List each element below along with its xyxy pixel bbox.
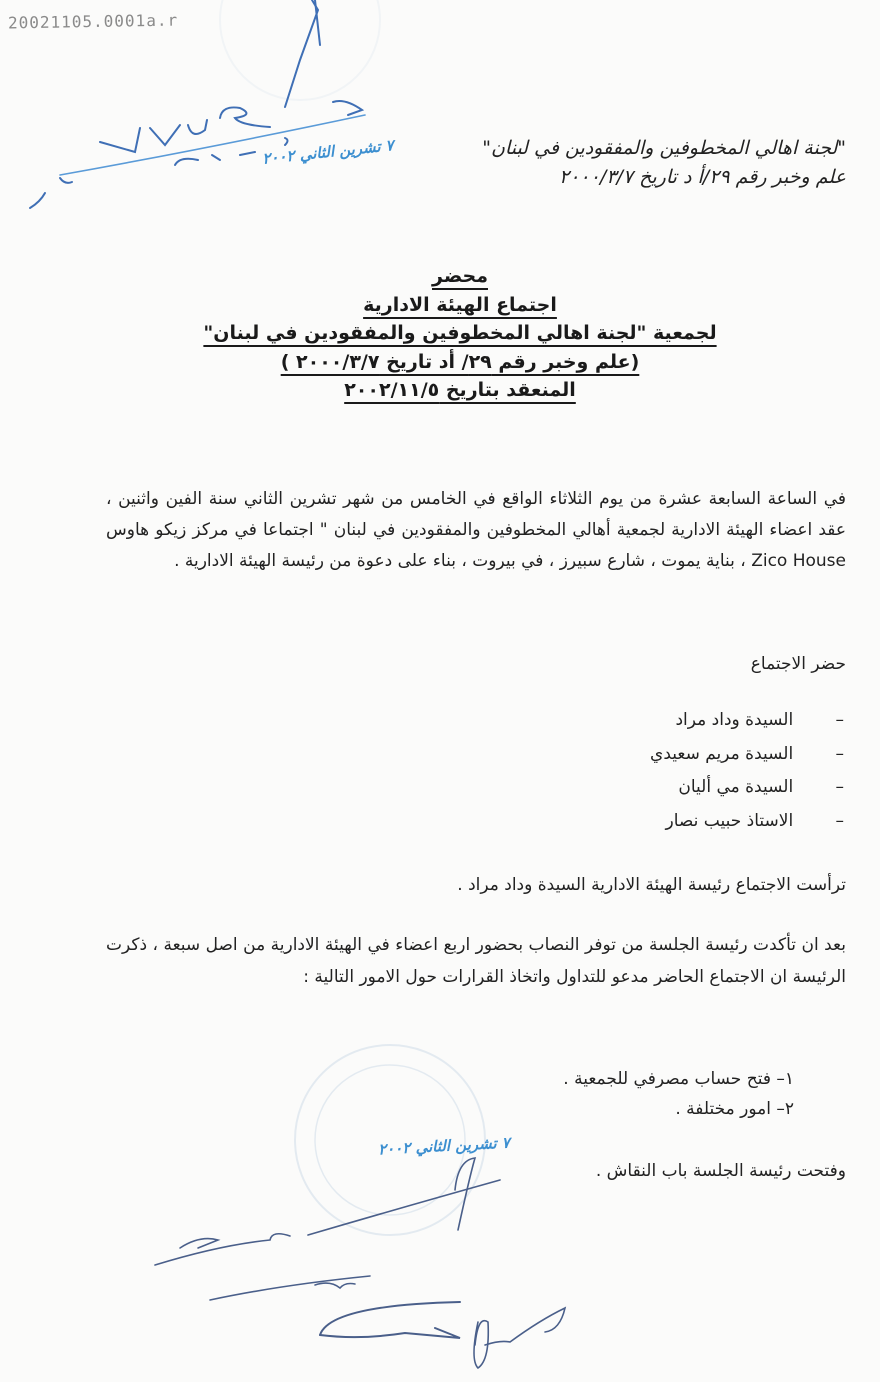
attendee-name: الاستاذ حبيب نصار — [665, 810, 794, 831]
title-minutes: محضر — [432, 265, 488, 287]
attendee-item — [444, 738, 844, 772]
attendee-item — [444, 771, 844, 805]
list-dash: – — [835, 810, 844, 831]
attendee-name: السيدة مريم سعيدي — [650, 743, 794, 764]
chair-sentence: ترأست الاجتماع رئيسة الهيئة الادارية السيدة وداد مراد . — [457, 875, 846, 895]
title-registration: (علم وخبر رقم ٢٩/ أد تاريخ ٢٠٠٠/٣/٧ ) — [280, 350, 640, 373]
title-meeting: اجتماع الهيئة الادارية — [363, 293, 557, 316]
letterhead — [386, 134, 846, 192]
signatures — [155, 1158, 565, 1368]
attendee-item — [444, 805, 844, 839]
attendee-item — [444, 704, 844, 738]
agenda-item: ١– فتح حساب مصرفي للجمعية . — [563, 1069, 794, 1089]
title-association: لجمعية "لجنة اهالي المخطوفين والمفقودين في لبنان" — [203, 322, 717, 344]
agenda-item: ٢– امور مختلفة . — [675, 1099, 794, 1119]
received-date-stamp-top: ٧ تشرين الثاني ٢٠٠٢ — [261, 136, 395, 168]
title-block — [180, 262, 740, 405]
attendee-name: السيدة مي أليان — [678, 777, 794, 797]
title-date: المنعقد بتاريخ ٢٠٠٢/١١/٥ — [344, 379, 576, 401]
closing-sentence: وفتحت رئيسة الجلسة باب النقاش . — [595, 1161, 846, 1181]
list-dash: – — [835, 710, 844, 730]
list-dash: – — [835, 777, 844, 797]
quorum-paragraph: بعد ان تأكدت رئيسة الجلسة من توفر النصاب بحضور اربع اعضاء في الهيئة الادارية من اصل سبعة ، ذكرت الرئيسة ان الاجتماع الحاضر مدعو للتداول واتخاذ القرارات حول الامور التالية : — [106, 935, 846, 987]
reference-number: 20021105.0001a.r — [7, 10, 179, 33]
attendee-name: السيدة وداد مراد — [675, 710, 794, 730]
list-dash: – — [835, 743, 844, 764]
agenda-list — [394, 1064, 794, 1124]
attendance-heading: حضر الاجتماع — [750, 654, 846, 674]
attendees-list — [444, 704, 844, 838]
opening-paragraph: في الساعة السابعة عشرة من يوم الثلاثاء الواقع في الخامس من شهر تشرين الثاني سنة الفين واثنين ، عقد اعضاء الهيئة الادارية لجمعية أهالي المخطوفين والمفقودين في لبنان " اجتماعا في مركز زيكو هاوس Zico House ، بناية يموت ، شارع سبيرز ، في بيروت ، بناء على دعوة من رئيسة الهيئة الادارية . — [106, 489, 846, 571]
handwritten-registration — [30, 0, 365, 208]
letterhead-registration: علم وخبر رقم ٢٩/أ د تاريخ ٢٠٠٠/٣/٧ — [559, 166, 846, 188]
received-date-stamp-bottom: ٧ تشرين الثاني ٢٠٠٢ — [377, 1133, 511, 1159]
seal-stamp-top — [220, 0, 380, 100]
letterhead-organization: "لجنة اهالي المخطوفين والمفقودين في لبنان" — [482, 137, 846, 159]
